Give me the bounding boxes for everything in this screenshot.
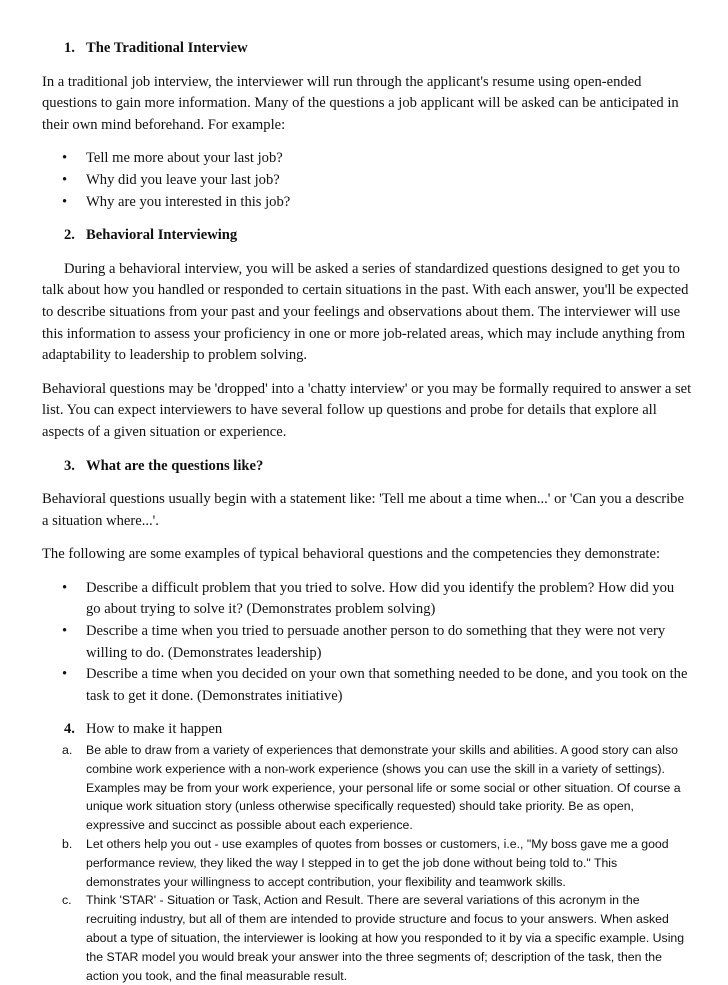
bullet-icon: •	[62, 666, 68, 683]
list-item: b. Let others help you out - use examples of quotes from bosses or customers, i.e., "My boss gave me a good performance review, they liked the way I stepped in to get the job done without being told to." This demonstrates your willingness to accept contribution, your flexibility and teamwork skills.	[62, 837, 669, 889]
list-item: a. Be able to draw from a variety of experiences that demonstrate your skills and abilities. A good story can also combine work experience with a non-work experience (shows you can use the skill in a variety of settings). Examples may be from your work experience, your personal life or some social or other situation. Of course a unique work situation story (unless otherwise specifically requested) should take priority. Be as open, expressive and succinct as possible about each experience.	[62, 743, 681, 833]
section-1-bullet-list	[42, 148, 692, 213]
section-2-heading	[42, 225, 692, 247]
section-1-title: The Traditional Interview	[86, 40, 248, 56]
list-item: • Describe a difficult problem that you tried to solve. How did you identify the problem? How did you go about trying to solve it? (Demonstrates problem solving)	[62, 579, 675, 618]
section-3-heading	[42, 456, 692, 478]
list-letter: c.	[62, 893, 72, 908]
section-1-heading	[42, 38, 692, 60]
section-3-number: 3.	[64, 457, 75, 474]
list-item: • Why did you leave your last job?	[42, 170, 692, 192]
section-4-lettered-list	[42, 741, 692, 985]
document-page	[42, 38, 692, 985]
section-4-number: 4.	[64, 721, 75, 738]
list-item: • Tell me more about your last job?	[42, 148, 692, 170]
section-4-heading	[42, 719, 692, 741]
section-2-title: Behavioral Interviewing	[86, 227, 238, 244]
section-2-paragraph-1: During a behavioral interview, you will be asked a series of standardized questions designed to get you to talk about how you handled or responded to certain situations in the past. With each answer, you'll be expected to describe situations from your past and your feelings and observations about them. The interviewer will use this information to assess your proficiency in one or more job-related areas, which may include anything from adaptability to leadership to problem solving.	[42, 260, 689, 364]
list-item: • Why are you interested in this job?	[42, 192, 692, 214]
section-4-title: How to make it happen	[86, 721, 223, 738]
list-letter: a.	[62, 743, 73, 758]
bullet-icon: •	[62, 150, 68, 167]
list-letter: b.	[62, 837, 73, 852]
bullet-icon: •	[62, 171, 68, 188]
bullet-icon: •	[62, 193, 68, 210]
bullet-icon: •	[62, 579, 68, 596]
list-item: • Describe a time when you tried to persuade another person to do something that they were not very willing to do. (Demonstrates leadership)	[62, 623, 666, 661]
section-2-paragraph-2: Behavioral questions may be 'dropped' into a 'chatty interview' or you may be formally required to answer a set list. You can expect interviewers to have several follow up questions and probe for details that explore all aspects of a given situation or experience.	[42, 380, 692, 440]
section-3-title: What are the questions like?	[86, 457, 264, 474]
list-item: c. Think 'STAR' - Situation or Task, Action and Result. There are several variations of this acronym in the recruiting industry, but all of them are intended to provide structure and focus to your answers. When asked about a type of situation, the interviewer is looking at how you responded to it by via a specific example. Using the STAR model you would break your answer into the three segments of; description of the task, then the action you took, and the final measurable result.	[62, 893, 685, 983]
list-item: • Describe a time when you decided on your own that something needed to be done, and you took on the task to get it done. (Demonstrates initiative)	[62, 666, 688, 704]
section-1-number: 1.	[64, 40, 75, 56]
section-3-bullet-list	[42, 578, 692, 708]
section-2-number: 2.	[64, 227, 75, 244]
section-1-intro: In a traditional job interview, the interviewer will run through the applicant's resume using open-ended questions to gain more information. Many of the questions a job applicant will be asked can be anticipated in their own mind beforehand. For example:	[42, 73, 679, 133]
section-3-paragraph-2: The following are some examples of typical behavioral questions and the competencies they demonstrate:	[42, 546, 661, 563]
section-3-paragraph-1: Behavioral questions usually begin with a statement like: 'Tell me about a time when...' or 'Can you a describe a situation where...'.	[42, 491, 684, 529]
bullet-icon: •	[62, 623, 68, 640]
